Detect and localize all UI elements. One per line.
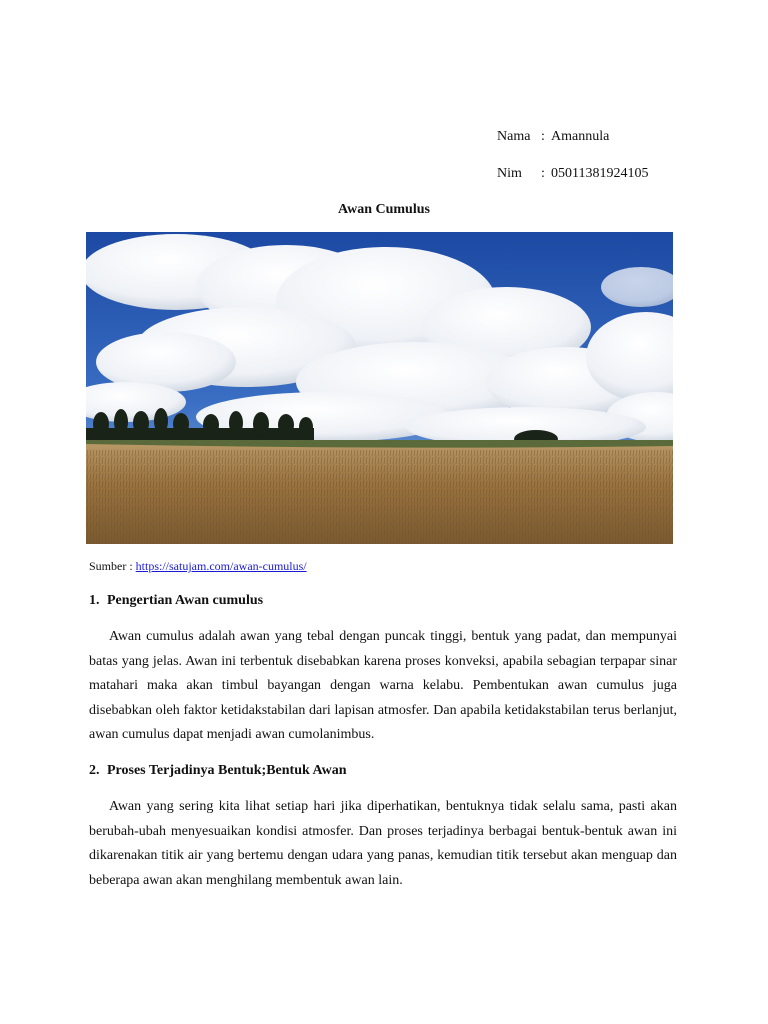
section-2-number: 2.	[89, 763, 100, 778]
section-2-paragraph: Awan yang sering kita lihat setiap hari jika diperhatikan, bentuknya tidak selalu sama, pasti akan berubah-ubah menyesuaikan kondisi atmosfer. Dan proses terjadinya berbagai bentuk-bentuk awan ini dikarenakan titik air yang bertemu dengan udara yang panas, kemudian titik tersebut akan menguap dan beberapa awan akan menghilang membentuk awan lain.	[89, 799, 677, 888]
section-1-heading	[89, 592, 263, 610]
nim-row	[497, 165, 648, 183]
cumulus-photo-svg	[86, 232, 673, 544]
section-1-paragraph: Awan cumulus adalah awan yang tebal dengan puncak tinggi, bentuk yang padat, dan mempunyai batas yang jelas. Awan ini terbentuk disebabkan karena proses konveksi, apabila sebagian terpapar sinar matahari maka akan timbul bayangan dengan warna kelabu. Pembentukan awan cumulus juga disebabkan oleh faktor ketidakstabilan dari lapisan atmosfer. Dan apabila ketidakstabilan terus berlanjut, awan cumulus dapat menjadi awan cumolanimbus.	[89, 629, 677, 742]
name-separator: :	[541, 129, 545, 144]
name-value: Amannula	[551, 129, 610, 144]
cumulus-photo	[86, 232, 673, 544]
nim-label: Nim	[497, 166, 522, 181]
source-label: Sumber :	[89, 559, 133, 573]
nim-separator: :	[541, 166, 545, 181]
nim-value: 05011381924105	[551, 166, 649, 181]
document-title: Awan Cumulus	[338, 202, 430, 217]
section-2-title: Proses Terjadinya Bentuk;Bentuk Awan	[107, 763, 347, 778]
source-link[interactable]: https://satujam.com/awan-cumulus/	[135, 559, 307, 573]
name-row	[497, 128, 609, 146]
image-source	[89, 558, 307, 574]
section-2-heading	[89, 762, 346, 780]
section-1-number: 1.	[89, 593, 100, 608]
name-label: Nama	[497, 129, 531, 144]
section-1-title: Pengertian Awan cumulus	[107, 593, 264, 608]
